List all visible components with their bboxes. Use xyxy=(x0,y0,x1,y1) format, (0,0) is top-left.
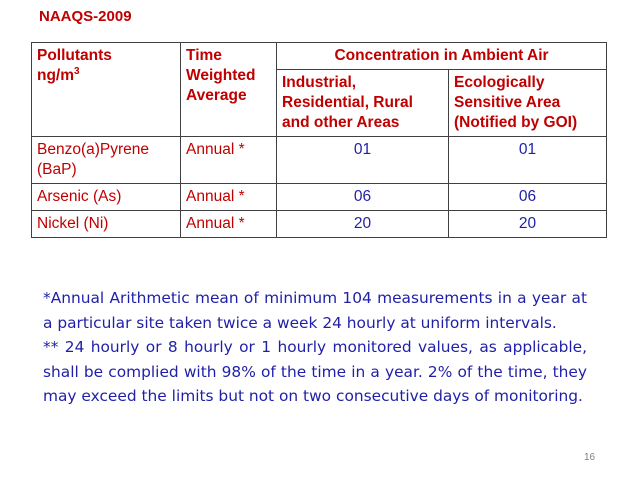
cell-twa: Annual * xyxy=(181,137,277,184)
header-ecological: Ecologically Sensitive Area (Notified by GOI) xyxy=(449,70,607,137)
table-row xyxy=(32,137,607,184)
cell-ecological: 06 xyxy=(449,184,607,211)
header-pollutants-unit: $ng/m^3$ xyxy=(37,65,80,84)
header-pollutants-label: Pollutants xyxy=(37,47,112,64)
header-pollutants xyxy=(32,43,181,137)
footnotes xyxy=(43,286,587,409)
cell-ecological: 20 xyxy=(449,211,607,238)
header-concentration: Concentration in Ambient Air xyxy=(277,43,607,70)
cell-ecological: 01 xyxy=(449,137,607,184)
table-row xyxy=(32,184,607,211)
footnote-compliance: ** 24 hourly or 8 hourly or 1 hourly monitored values, as applicable, shall be complied with 98% of the time in a year. 2% of the time, they may exceed the limits but not on two consecutive days of monitoring. xyxy=(43,338,587,405)
cell-pollutant: Benzo(a)Pyrene (BaP) xyxy=(32,137,181,184)
header-time-weighted-average: Time Weighted Average xyxy=(181,43,277,137)
footnote-annual: *Annual Arithmetic mean of minimum 104 measurements in a year at a particular site taken twice a week 24 hourly at uniform intervals. xyxy=(43,289,587,332)
cell-pollutant: Arsenic (As) xyxy=(32,184,181,211)
cell-twa: Annual * xyxy=(181,211,277,238)
page-number: 16 xyxy=(584,452,596,463)
cell-pollutant: Nickel (Ni) xyxy=(32,211,181,238)
header-industrial: Industrial, Residential, Rural and other Areas xyxy=(277,70,449,137)
slide-title: NAAQS-2009 xyxy=(39,8,132,25)
naaqs-table xyxy=(31,42,607,238)
table-row xyxy=(32,211,607,238)
cell-industrial: 20 xyxy=(277,211,449,238)
cell-industrial: 06 xyxy=(277,184,449,211)
cell-industrial: 01 xyxy=(277,137,449,184)
cell-twa: Annual * xyxy=(181,184,277,211)
header-row-1 xyxy=(32,43,607,70)
